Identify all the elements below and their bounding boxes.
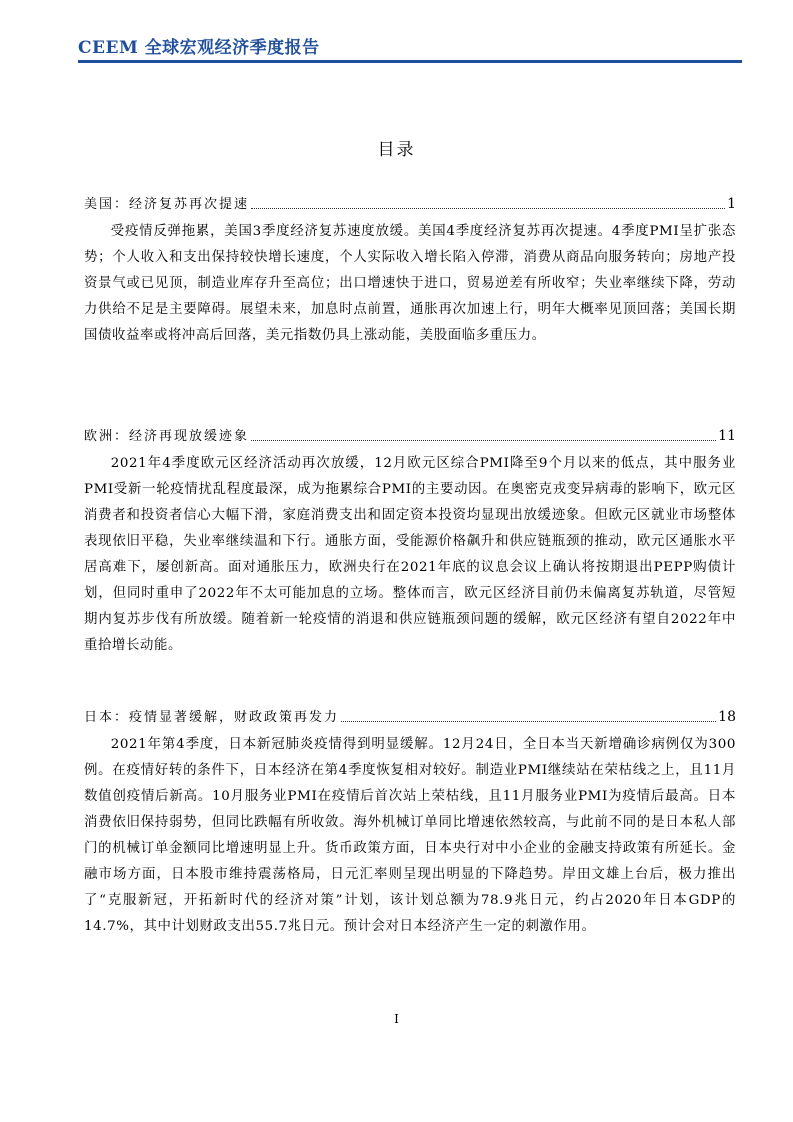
toc-section-us — [84, 193, 736, 349]
toc-dot-leader — [251, 198, 725, 209]
toc-entry-label[interactable]: 欧洲：经济再现放缓迹象 — [84, 429, 250, 444]
toc-entry-us[interactable] — [84, 193, 736, 213]
toc-section-japan — [84, 706, 736, 940]
toc-entry-page[interactable]: 18 — [718, 709, 736, 725]
toc-entry-japan[interactable] — [84, 706, 736, 726]
toc-section-europe — [84, 425, 736, 659]
toc-entry-summary: 2021年第4季度，日本新冠肺炎疫情得到明显缓解。12月24日，全日本当天新增确诊病例仅为300例。在疫情好转的条件下，日本经济在第4季度恢复相对较好。制造业PMI继续站在荣枯线之上，且11月数值创疫情后新高。10月服务业PMI在疫情后首次站上荣枯线，且11月服务业PMI为疫情后最高。日本消费依旧保持弱势，但同比跌幅有所收敛。海外机械订单同比增速依然较高，与此前不同的是日本私人部门的机械订单金额同比增速明显上升。货币政策方面，日本央行对中小企业的金融支持政策有所延长。金融市场方面，日本股市维持震荡格局，日元汇率则呈现出明显的下降趋势。岸田文雄上台后，极力推出了“克服新冠，开拓新时代的经济对策”计划，该计划总额为78.9兆日元，约占2020年日本GDP的14.7%，其中计划财政支出55.7兆日元。预计会对日本经济产生一定的刺激作用。 — [84, 737, 736, 934]
toc-entry-page[interactable]: 1 — [727, 196, 736, 212]
toc-dot-leader — [251, 430, 716, 441]
toc-entry-summary: 受疫情反弹拖累，美国3季度经济复苏速度放缓。美国4季度经济复苏再次提速。4季度PMI呈扩张态势；个人收入和支出保持较快增长速度，个人实际收入增长陷入停滞，消费从商品向服务转向；房地产投资景气或已见顶，制造业库存升至高位；出口增速快于进口，贸易逆差有所收窄；失业率继续下降，劳动力供给不足是主要障碍。展望未来，加息时点前置，通胀再次加速上行，明年大概率见顶回落；美国长期国债收益率或将冲高后回落，美元指数仍具上涨动能，美股面临多重压力。 — [84, 224, 736, 343]
toc-entry-label[interactable]: 美国：经济复苏再次提速 — [84, 197, 250, 212]
report-header-title: CEEM 全球宏观经济季度报告 — [78, 38, 320, 58]
toc-title: 目录 — [377, 140, 416, 160]
page-number: I — [394, 1012, 399, 1026]
toc-dot-leader — [341, 711, 716, 722]
toc-entry-page[interactable]: 11 — [718, 428, 736, 444]
toc-entry-europe[interactable] — [84, 425, 736, 445]
toc-entry-label[interactable]: 日本：疫情显著缓解，财政政策再发力 — [84, 710, 340, 725]
header-divider — [78, 60, 742, 63]
toc-entry-summary: 2021年4季度欧元区经济活动再次放缓，12月欧元区综合PMI降至9个月以来的低点，其中服务业PMI受新一轮疫情扰乱程度最深，成为拖累综合PMI的主要动因。在奥密克戎变异病毒的影响下，欧元区消费者和投资者信心大幅下滑，家庭消费支出和固定资本投资均显现出放缓迹象。但欧元区就业市场整体表现依旧平稳，失业率继续温和下行。通胀方面，受能源价格飙升和供应链瓶颈的推动，欧元区通胀水平居高难下，屡创新高。面对通胀压力，欧洲央行在2021年底的议息会议上确认将按期退出PEPP购债计划，但同时重申了2022年不太可能加息的立场。整体而言，欧元区经济目前仍未偏离复苏轨道，尽管短期内复苏步伐有所放缓。随着新一轮疫情的消退和供应链瓶颈问题的缓解，欧元区经济有望自2022年中重拾增长动能。 — [84, 456, 736, 653]
